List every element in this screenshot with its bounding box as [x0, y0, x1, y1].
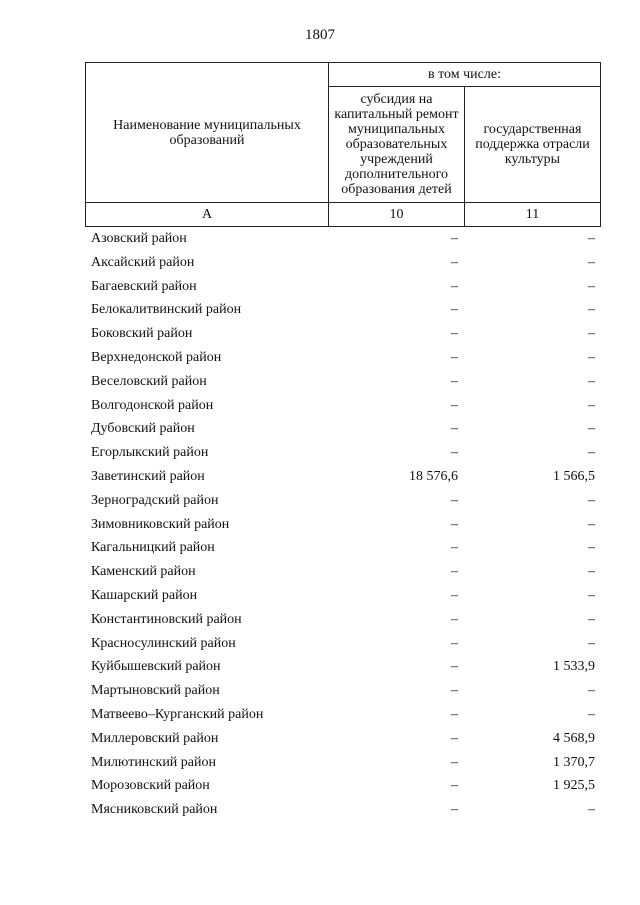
- table-row: [85, 323, 601, 347]
- value-col10: –: [451, 754, 458, 770]
- table-row: [85, 490, 601, 514]
- value-col10: –: [451, 373, 458, 389]
- table-header: [85, 62, 601, 227]
- municipality-name: Егорлыкский район: [91, 445, 209, 461]
- table-body: [85, 228, 601, 823]
- table-row: [85, 371, 601, 395]
- table-row: [85, 656, 601, 680]
- value-col10: –: [451, 778, 458, 794]
- municipality-name: Веселовский район: [91, 373, 207, 389]
- value-col10: –: [451, 254, 458, 270]
- header-col11: государственная поддержка отрасли культуры: [465, 87, 601, 203]
- value-col11: –: [588, 349, 595, 365]
- value-col11: 1 533,9: [553, 659, 595, 675]
- table-row: [85, 609, 601, 633]
- value-col11: 4 568,9: [553, 730, 595, 746]
- value-col11: –: [588, 802, 595, 818]
- municipality-name: Белокалитвинский район: [91, 302, 242, 318]
- value-col11: –: [588, 706, 595, 722]
- value-col10: –: [451, 540, 458, 556]
- municipality-name: Дубовский район: [91, 421, 195, 437]
- table-row: [85, 633, 601, 657]
- table-row: [85, 418, 601, 442]
- value-col11: –: [588, 397, 595, 413]
- municipality-name: Азовский район: [91, 231, 187, 246]
- value-col10: –: [451, 706, 458, 722]
- value-col11: –: [588, 492, 595, 508]
- header-name-column: Наименование муниципальных образований: [86, 63, 329, 203]
- municipality-name: Кагальницкий район: [91, 540, 215, 556]
- value-col10: –: [451, 587, 458, 603]
- municipality-name: Зимовниковский район: [91, 516, 230, 532]
- header-col10: субсидия на капитальный ремонт муниципальных образовательных учреждений дополнительного образования детей: [329, 87, 465, 203]
- table-row: [85, 728, 601, 752]
- value-col10: –: [451, 611, 458, 627]
- value-col10: –: [451, 326, 458, 342]
- value-col10: –: [451, 231, 458, 246]
- header-group-label: в том числе:: [329, 63, 601, 87]
- value-col10: –: [451, 730, 458, 746]
- value-col11: –: [588, 564, 595, 580]
- value-col11: –: [588, 373, 595, 389]
- municipality-name: Волгодонской район: [91, 397, 214, 413]
- value-col11: 1 566,5: [553, 468, 595, 484]
- municipality-name: Аксайский район: [91, 254, 195, 270]
- table-row: [85, 537, 601, 561]
- municipality-name: Красносулинский район: [91, 635, 236, 651]
- municipality-name: Каменский район: [91, 564, 196, 580]
- value-col11: –: [588, 516, 595, 532]
- value-col10: –: [451, 802, 458, 818]
- value-col11: –: [588, 445, 595, 461]
- table-row: [85, 561, 601, 585]
- value-col11: –: [588, 587, 595, 603]
- value-col10: –: [451, 397, 458, 413]
- index-10: 10: [329, 203, 465, 227]
- value-col10: –: [451, 635, 458, 651]
- table-row: [85, 299, 601, 323]
- table-row: [85, 704, 601, 728]
- municipality-name: Милютинский район: [91, 754, 217, 770]
- value-col11: –: [588, 611, 595, 627]
- municipality-name: Морозовский район: [91, 778, 210, 794]
- table-row: [85, 276, 601, 300]
- value-col10: –: [451, 516, 458, 532]
- value-col11: 1 925,5: [553, 778, 595, 794]
- table-row: [85, 585, 601, 609]
- value-col10: –: [451, 421, 458, 437]
- table-row: [85, 347, 601, 371]
- value-col10: –: [451, 659, 458, 675]
- value-col11: –: [588, 254, 595, 270]
- table-row: [85, 395, 601, 419]
- table-row: [85, 775, 601, 799]
- value-col11: 1 370,7: [553, 754, 595, 770]
- municipality-name: Куйбышевский район: [91, 659, 221, 675]
- municipality-name: Матвеево–Курганский район: [91, 706, 264, 722]
- value-col11: –: [588, 683, 595, 699]
- value-col10: 18 576,6: [409, 468, 458, 484]
- index-name: А: [86, 203, 329, 227]
- municipality-name: Заветинский район: [91, 468, 205, 484]
- value-col11: –: [588, 540, 595, 556]
- value-col11: –: [588, 421, 595, 437]
- value-col11: –: [588, 302, 595, 318]
- table-row: [85, 228, 601, 252]
- table-row: [85, 514, 601, 538]
- value-col11: –: [588, 231, 595, 246]
- municipality-name: Константиновский район: [91, 611, 242, 627]
- value-col10: –: [451, 349, 458, 365]
- value-col10: –: [451, 683, 458, 699]
- municipality-name: Кашарский район: [91, 587, 198, 603]
- municipality-name: Верхнедонской район: [91, 349, 222, 365]
- table-row: [85, 752, 601, 776]
- table-row: [85, 252, 601, 276]
- table-row: [85, 680, 601, 704]
- municipality-name: Мартыновский район: [91, 683, 220, 699]
- index-11: 11: [465, 203, 601, 227]
- value-col11: –: [588, 326, 595, 342]
- value-col11: –: [588, 278, 595, 294]
- value-col10: –: [451, 278, 458, 294]
- municipality-name: Боковский район: [91, 326, 193, 342]
- municipality-name: Зерноградский район: [91, 492, 219, 508]
- municipality-name: Мясниковский район: [91, 802, 218, 818]
- table-row: [85, 442, 601, 466]
- page-number: 1807: [305, 27, 335, 43]
- table-row: [85, 466, 601, 490]
- value-col10: –: [451, 445, 458, 461]
- value-col10: –: [451, 492, 458, 508]
- value-col10: –: [451, 564, 458, 580]
- value-col11: –: [588, 635, 595, 651]
- municipality-name: Багаевский район: [91, 278, 197, 294]
- value-col10: –: [451, 302, 458, 318]
- municipality-name: Миллеровский район: [91, 730, 219, 746]
- table-row: [85, 799, 601, 823]
